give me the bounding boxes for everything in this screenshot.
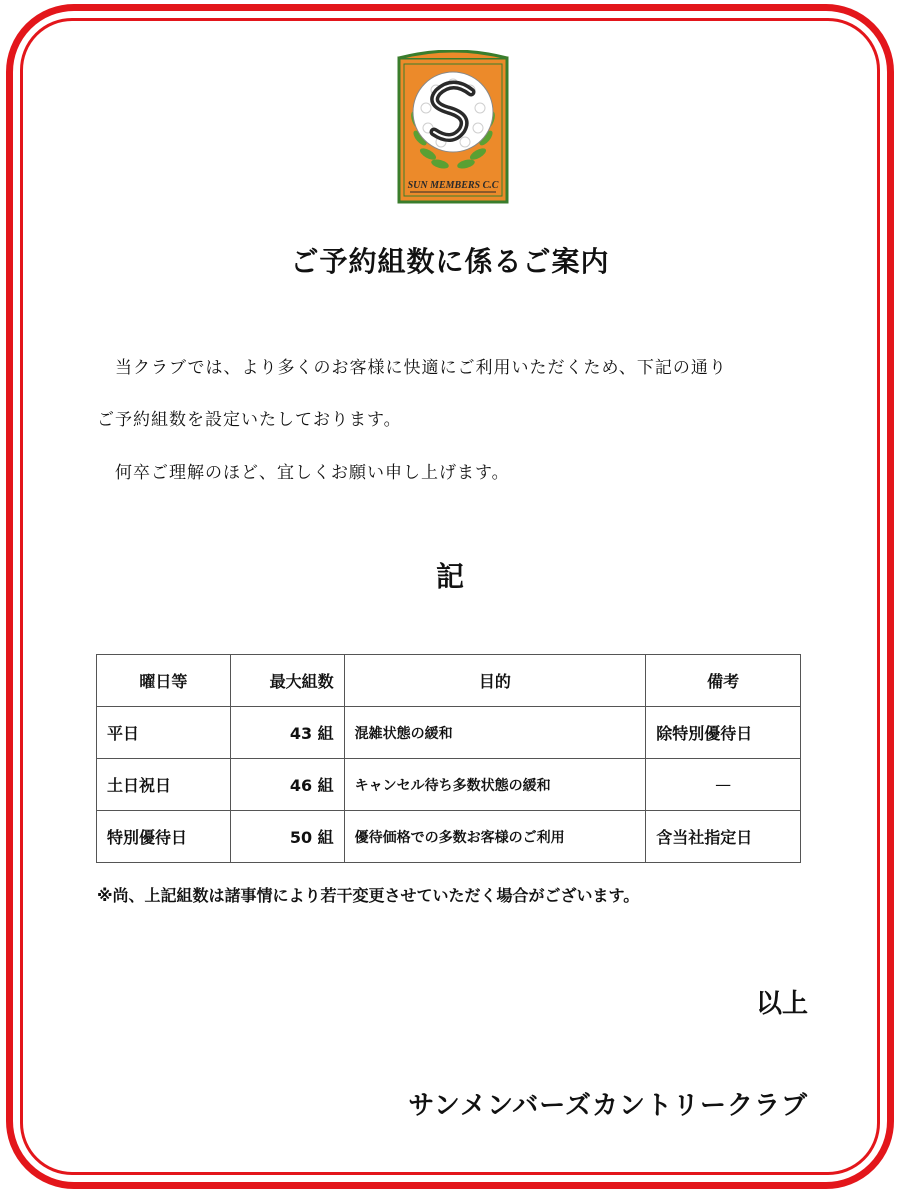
- cell-day: 土日祝日: [97, 759, 231, 811]
- cell-note: 含当社指定日: [646, 811, 801, 863]
- table-row: [97, 811, 801, 863]
- header-purpose: 目的: [344, 655, 646, 707]
- cell-purpose: 混雑状態の緩和: [344, 707, 646, 759]
- reservation-table: [96, 654, 801, 863]
- cell-max: 46 組: [230, 759, 344, 811]
- cell-day: 特別優待日: [97, 811, 231, 863]
- cell-max: 43 組: [230, 707, 344, 759]
- logo-text: SUN MEMBERS C.C: [407, 180, 499, 191]
- section-heading-ki: 記: [435, 560, 464, 593]
- cell-purpose: 優待価格での多数お客様のご利用: [344, 811, 646, 863]
- intro-line-3: 何卒ご理解のほど、宜しくお願い申し上げます。: [97, 463, 510, 483]
- club-name-signature: サンメンバーズカントリークラブ: [408, 1091, 808, 1121]
- header-day: 曜日等: [97, 655, 231, 707]
- page-title: ご予約組数に係るご案内: [290, 245, 610, 278]
- cell-note: 除特別優待日: [646, 707, 801, 759]
- cell-note: —: [646, 759, 801, 811]
- intro-line-1: 当クラブでは、より多くのお客様に快適にご利用いただくため、下記の通り: [97, 358, 727, 378]
- header-note: 備考: [646, 655, 801, 707]
- cell-purpose: キャンセル待ち多数状態の緩和: [344, 759, 646, 811]
- intro-line-2: ご予約組数を設定いたしております。: [97, 410, 402, 430]
- footnote: ※尚、上記組数は諸事情により若干変更させていただく場合がございます。: [97, 886, 640, 905]
- header-max: 最大組数: [230, 655, 344, 707]
- cell-max: 50 組: [230, 811, 344, 863]
- table-row: [97, 759, 801, 811]
- closing-ijo: 以上: [755, 989, 808, 1019]
- table-header-row: [97, 655, 801, 707]
- table-row: [97, 707, 801, 759]
- cell-day: 平日: [97, 707, 231, 759]
- club-logo: [396, 50, 510, 206]
